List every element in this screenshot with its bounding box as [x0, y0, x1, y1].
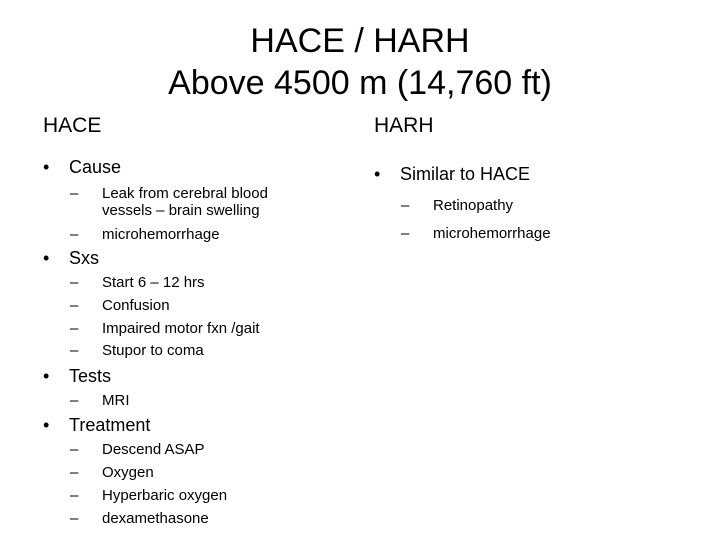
sub-item-label: Hyperbaric oxygen: [102, 487, 228, 504]
sub-item-label: Impaired motor fxn /gait: [102, 320, 260, 337]
sub-item-label: MRI: [102, 392, 130, 409]
bullet-marker: •: [43, 157, 50, 177]
hace-column-heading: HACE: [43, 114, 102, 137]
sub-item-label: microhemorrhage: [433, 225, 551, 242]
dash-marker: –: [70, 297, 79, 314]
bullet-marker: •: [43, 248, 50, 268]
sub-item-label: Descend ASAP: [102, 441, 205, 458]
sub-item-label: Stupor to coma: [102, 342, 204, 359]
bullet-marker: •: [43, 366, 50, 386]
bullet-marker: •: [374, 164, 381, 184]
dash-marker: –: [70, 441, 79, 458]
bullet-label: Treatment: [69, 415, 151, 435]
sub-item-label: Confusion: [102, 297, 170, 314]
dash-marker: –: [70, 226, 79, 243]
slide-title: [0, 20, 720, 104]
bullet-treatment: [43, 414, 150, 436]
sub-item-label: Start 6 – 12 hrs: [102, 274, 205, 291]
sub-item-label: Oxygen: [102, 464, 154, 481]
dash-marker: –: [70, 510, 79, 527]
dash-marker: –: [70, 392, 79, 409]
bullet-label: Cause: [69, 157, 122, 177]
bullet-tests: [43, 365, 111, 387]
dash-marker: –: [70, 274, 79, 291]
bullet-label: Sxs: [69, 248, 100, 268]
bullet-cause: [43, 156, 121, 178]
bullet-label: Tests: [69, 366, 112, 386]
bullet-similar-to-hace: [374, 163, 530, 185]
sub-item-label: dexamethasone: [102, 510, 209, 527]
dash-marker: –: [70, 320, 79, 337]
dash-marker: –: [401, 225, 410, 242]
dash-marker: –: [70, 487, 79, 504]
dash-marker: –: [70, 464, 79, 481]
title-line-1: HACE / HARH: [250, 22, 470, 60]
dash-marker: –: [70, 342, 79, 359]
harh-column-heading: HARH: [374, 114, 434, 137]
sub-item-label: microhemorrhage: [102, 226, 220, 243]
title-line-2: Above 4500 m (14,760 ft): [168, 64, 552, 102]
bullet-sxs: [43, 247, 99, 269]
bullet-label: Similar to HACE: [400, 164, 531, 184]
sub-item-label: Retinopathy: [433, 197, 514, 214]
dash-marker: –: [401, 197, 410, 214]
bullet-marker: •: [43, 415, 50, 435]
sub-item-label: Leak from cerebral blood vessels – brain swelling: [102, 185, 268, 219]
dash-marker: –: [70, 185, 79, 202]
